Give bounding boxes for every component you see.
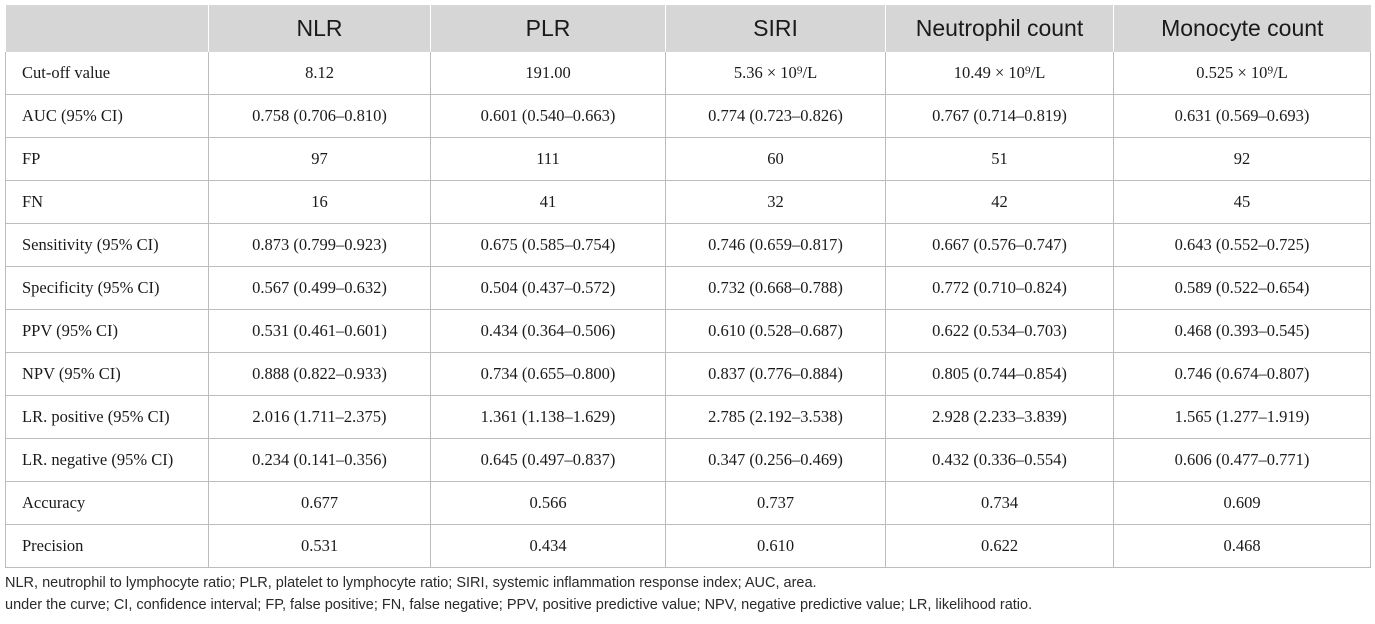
table-row bbox=[6, 224, 1371, 267]
header-cell-siri: SIRI bbox=[666, 5, 886, 52]
table-cell: 45 bbox=[1114, 181, 1371, 224]
table-cell: 10.49 × 10⁹/L bbox=[886, 52, 1114, 95]
table-cell: 0.758 (0.706–0.810) bbox=[209, 95, 431, 138]
table-cell: 0.601 (0.540–0.663) bbox=[431, 95, 666, 138]
table-cell: 8.12 bbox=[209, 52, 431, 95]
row-label: Cut-off value bbox=[6, 52, 209, 95]
table-row bbox=[6, 267, 1371, 310]
table-cell: 1.565 (1.277–1.919) bbox=[1114, 396, 1371, 439]
table-cell: 0.675 (0.585–0.754) bbox=[431, 224, 666, 267]
table-cell: 2.928 (2.233–3.839) bbox=[886, 396, 1114, 439]
table-row bbox=[6, 482, 1371, 525]
table-cell: 0.525 × 10⁹/L bbox=[1114, 52, 1371, 95]
table-cell: 51 bbox=[886, 138, 1114, 181]
table-header bbox=[6, 5, 1371, 52]
table-cell: 0.888 (0.822–0.933) bbox=[209, 353, 431, 396]
row-label: PPV (95% CI) bbox=[6, 310, 209, 353]
row-label: AUC (95% CI) bbox=[6, 95, 209, 138]
table-cell: 111 bbox=[431, 138, 666, 181]
table-cell: 0.734 bbox=[886, 482, 1114, 525]
table-row bbox=[6, 310, 1371, 353]
table-row bbox=[6, 52, 1371, 95]
table-cell: 0.434 bbox=[431, 525, 666, 568]
table-cell: 0.772 (0.710–0.824) bbox=[886, 267, 1114, 310]
table-cell: 0.531 (0.461–0.601) bbox=[209, 310, 431, 353]
table-cell: 97 bbox=[209, 138, 431, 181]
table-cell: 1.361 (1.138–1.629) bbox=[431, 396, 666, 439]
row-label: Precision bbox=[6, 525, 209, 568]
table-cell: 16 bbox=[209, 181, 431, 224]
table-cell: 0.677 bbox=[209, 482, 431, 525]
table-row bbox=[6, 95, 1371, 138]
footnote-line-2: under the curve; CI, confidence interval; FP, false positive; FN, false negative; PPV, positive predictive value; NPV, negative predictive value; LR, likelihood ratio. bbox=[5, 597, 1033, 613]
table-row bbox=[6, 353, 1371, 396]
table-cell: 2.785 (2.192–3.538) bbox=[666, 396, 886, 439]
table-cell: 41 bbox=[431, 181, 666, 224]
table-cell: 5.36 × 10⁹/L bbox=[666, 52, 886, 95]
table-cell: 0.734 (0.655–0.800) bbox=[431, 353, 666, 396]
table-cell: 0.609 bbox=[1114, 482, 1371, 525]
table-cell: 191.00 bbox=[431, 52, 666, 95]
table-cell: 2.016 (1.711–2.375) bbox=[209, 396, 431, 439]
table-row bbox=[6, 525, 1371, 568]
table-cell: 0.643 (0.552–0.725) bbox=[1114, 224, 1371, 267]
table-cell: 0.589 (0.522–0.654) bbox=[1114, 267, 1371, 310]
table-cell: 0.873 (0.799–0.923) bbox=[209, 224, 431, 267]
table-cell: 0.531 bbox=[209, 525, 431, 568]
header-cell-plr: PLR bbox=[431, 5, 666, 52]
table-footnote bbox=[5, 572, 1370, 616]
table-cell: 92 bbox=[1114, 138, 1371, 181]
table-cell: 0.468 bbox=[1114, 525, 1371, 568]
row-label: Accuracy bbox=[6, 482, 209, 525]
table-cell: 0.805 (0.744–0.854) bbox=[886, 353, 1114, 396]
table-cell: 0.667 (0.576–0.747) bbox=[886, 224, 1114, 267]
table-cell: 0.347 (0.256–0.469) bbox=[666, 439, 886, 482]
row-label: LR. positive (95% CI) bbox=[6, 396, 209, 439]
table-row bbox=[6, 396, 1371, 439]
table-cell: 0.746 (0.674–0.807) bbox=[1114, 353, 1371, 396]
table-cell: 0.434 (0.364–0.506) bbox=[431, 310, 666, 353]
footnote-line-1: NLR, neutrophil to lymphocyte ratio; PLR, platelet to lymphocyte ratio; SIRI, systemic inflammation response index; AUC, area. bbox=[5, 575, 817, 591]
table-cell: 0.746 (0.659–0.817) bbox=[666, 224, 886, 267]
table-cell: 0.566 bbox=[431, 482, 666, 525]
header-row bbox=[6, 5, 1371, 52]
header-cell-nlr: NLR bbox=[209, 5, 431, 52]
table-row bbox=[6, 138, 1371, 181]
table-cell: 0.432 (0.336–0.554) bbox=[886, 439, 1114, 482]
table-cell: 0.606 (0.477–0.771) bbox=[1114, 439, 1371, 482]
row-label: FP bbox=[6, 138, 209, 181]
table-body bbox=[6, 52, 1371, 568]
results-table-container bbox=[5, 5, 1370, 568]
table-cell: 0.468 (0.393–0.545) bbox=[1114, 310, 1371, 353]
table-cell: 0.774 (0.723–0.826) bbox=[666, 95, 886, 138]
table-row bbox=[6, 181, 1371, 224]
table-cell: 32 bbox=[666, 181, 886, 224]
table-cell: 60 bbox=[666, 138, 886, 181]
row-label: Sensitivity (95% CI) bbox=[6, 224, 209, 267]
table-cell: 0.567 (0.499–0.632) bbox=[209, 267, 431, 310]
table-cell: 0.732 (0.668–0.788) bbox=[666, 267, 886, 310]
table-cell: 0.622 bbox=[886, 525, 1114, 568]
table-cell: 0.837 (0.776–0.884) bbox=[666, 353, 886, 396]
table-cell: 0.631 (0.569–0.693) bbox=[1114, 95, 1371, 138]
table-cell: 0.234 (0.141–0.356) bbox=[209, 439, 431, 482]
table-cell: 0.767 (0.714–0.819) bbox=[886, 95, 1114, 138]
header-cell-corner bbox=[6, 5, 209, 52]
table-cell: 0.645 (0.497–0.837) bbox=[431, 439, 666, 482]
row-label: Specificity (95% CI) bbox=[6, 267, 209, 310]
header-cell-neutrophil-count: Neutrophil count bbox=[886, 5, 1114, 52]
row-label: NPV (95% CI) bbox=[6, 353, 209, 396]
header-cell-monocyte-count: Monocyte count bbox=[1114, 5, 1371, 52]
row-label: FN bbox=[6, 181, 209, 224]
row-label: LR. negative (95% CI) bbox=[6, 439, 209, 482]
results-table bbox=[5, 5, 1371, 568]
table-cell: 42 bbox=[886, 181, 1114, 224]
table-cell: 0.610 bbox=[666, 525, 886, 568]
table-cell: 0.504 (0.437–0.572) bbox=[431, 267, 666, 310]
table-cell: 0.737 bbox=[666, 482, 886, 525]
table-cell: 0.622 (0.534–0.703) bbox=[886, 310, 1114, 353]
table-row bbox=[6, 439, 1371, 482]
table-cell: 0.610 (0.528–0.687) bbox=[666, 310, 886, 353]
